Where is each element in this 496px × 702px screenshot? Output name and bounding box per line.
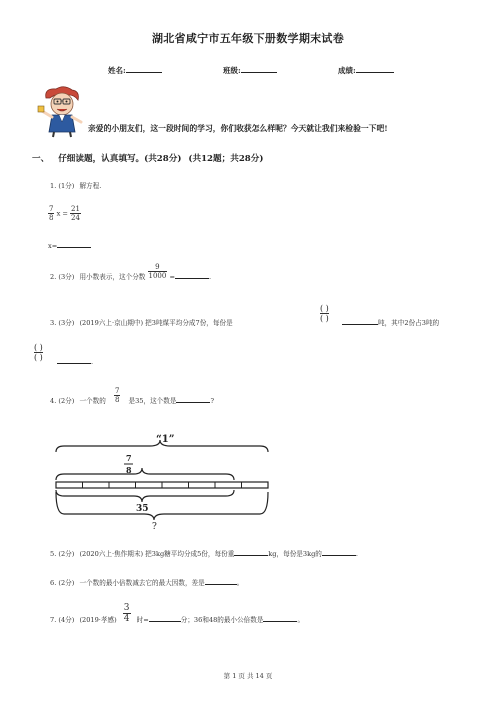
question-points: (2分) — [58, 397, 75, 405]
answer-blank[interactable] — [263, 614, 297, 622]
question-3-end — [57, 356, 93, 366]
section-meta: (共12题；共28分) — [188, 154, 264, 164]
fraction: $\frac{9}{1000}$ — [148, 262, 167, 280]
section-title: 仔细读题，认真填写。(共28分) — [58, 154, 182, 164]
question-number: 2. — [50, 273, 57, 281]
question-number: 5. — [50, 550, 57, 558]
page-title: 湖北省咸宁市五年级下册数学期末试卷 — [151, 32, 345, 45]
name-label: 姓名: — [108, 66, 126, 75]
mascot-illustration — [34, 84, 88, 138]
question-7 — [50, 602, 305, 624]
question-3 — [50, 317, 233, 327]
part-brace-top — [56, 468, 234, 480]
question-text: 解方程. — [79, 182, 102, 190]
name-blank[interactable] — [126, 63, 162, 73]
question-text: 一个数的最小倍数减去它的最大因数，差是 — [79, 579, 205, 587]
fraction: $\frac{7}{8}$ — [49, 205, 54, 222]
question-text: 分；36和48的最小公倍数是 — [180, 616, 264, 624]
greeting-text: 亲爱的小朋友们，这一段时间的学习，你们收获怎么样呢？今天就让我们来检验一下吧! — [88, 124, 388, 133]
equation — [48, 205, 81, 222]
question-3-continued — [342, 317, 439, 327]
fraction: $\frac{7}{8}$ — [114, 386, 120, 404]
name-field[interactable] — [108, 63, 162, 76]
equation-middle: x = — [56, 209, 68, 218]
section-header — [32, 152, 263, 164]
question-source: (2020六上·焦作期末) — [79, 550, 144, 558]
unknown-label: ? — [152, 522, 157, 532]
section-number: 一、 — [32, 154, 50, 164]
question-points: (1分) — [58, 182, 75, 190]
question-number: 1. — [50, 182, 57, 190]
question-points: (2分) — [58, 579, 75, 587]
answer-blank[interactable] — [322, 548, 359, 558]
question-6 — [50, 577, 243, 587]
question-2 — [50, 262, 212, 281]
score-label: 成绩: — [338, 66, 356, 75]
question-points: (3分) — [58, 319, 75, 327]
question-1 — [50, 180, 101, 190]
question-text: 是35，这个数是 — [128, 397, 177, 405]
value-label: 35 — [136, 504, 149, 514]
question-5 — [50, 548, 358, 558]
answer-blank[interactable] — [176, 395, 210, 403]
fraction: $\frac{3}{4}$ — [123, 602, 130, 624]
fraction: $\frac{21}{24}$ — [71, 205, 80, 222]
answer-blank[interactable] — [57, 240, 91, 248]
question-points: (4分) — [58, 616, 75, 624]
question-points: (2分) — [58, 550, 75, 558]
blank-fraction[interactable]: ( ) ( ) — [320, 304, 329, 323]
punctuation: 。 — [236, 579, 244, 587]
answer-label: x= — [48, 242, 58, 250]
fraction-denominator: 8 — [126, 465, 132, 475]
segment-diagram — [50, 428, 290, 532]
question-4 — [50, 386, 215, 405]
fraction-numerator: 7 — [126, 453, 132, 463]
punctuation: 。 — [297, 616, 305, 624]
blank-fraction[interactable]: ( ) ( ) — [34, 343, 43, 362]
part-brace-bottom — [56, 490, 234, 502]
punctuation: . — [355, 550, 359, 558]
question-number: 3. — [50, 319, 57, 327]
question-text: kg，每份是3kg的 — [268, 550, 322, 558]
score-field[interactable] — [338, 63, 394, 76]
question-text: 把3吨煤平均分成7份，每份是 — [145, 319, 233, 327]
punctuation: ? — [210, 397, 215, 405]
equals-sign: = — [169, 273, 175, 281]
question-text: 用小数表示，这个分数 — [79, 273, 146, 281]
question-text: 一个数的 — [79, 397, 106, 405]
page-footer: 第 1 页 共 14 页 — [223, 672, 273, 680]
answer-blank[interactable] — [234, 548, 268, 556]
score-blank[interactable] — [356, 63, 394, 73]
question-points: (3分) — [58, 273, 75, 281]
class-label: 班级: — [223, 66, 241, 75]
answer-line[interactable] — [48, 240, 91, 250]
class-blank[interactable] — [241, 63, 277, 73]
question-number: 4. — [50, 397, 57, 405]
question-source: (2019六上·京山期中) — [79, 319, 144, 327]
question-text: 时= — [136, 616, 149, 624]
question-source: (2019·孝感) — [79, 616, 117, 624]
question-text: 把3kg糖平均分成5份，每份重 — [145, 550, 235, 558]
punctuation: . — [208, 273, 212, 281]
answer-blank[interactable] — [175, 271, 212, 281]
question-text: 吨，其中2份占3吨的 — [378, 319, 440, 327]
answer-blank[interactable] — [149, 614, 181, 622]
class-field[interactable] — [223, 63, 277, 76]
whole-label: “1” — [156, 434, 175, 445]
answer-blank[interactable] — [57, 356, 94, 366]
punctuation: . — [91, 358, 94, 366]
question-number: 6. — [50, 579, 57, 587]
question-number: 7. — [50, 616, 57, 624]
answer-blank[interactable] — [205, 577, 237, 585]
answer-blank[interactable] — [342, 317, 378, 325]
